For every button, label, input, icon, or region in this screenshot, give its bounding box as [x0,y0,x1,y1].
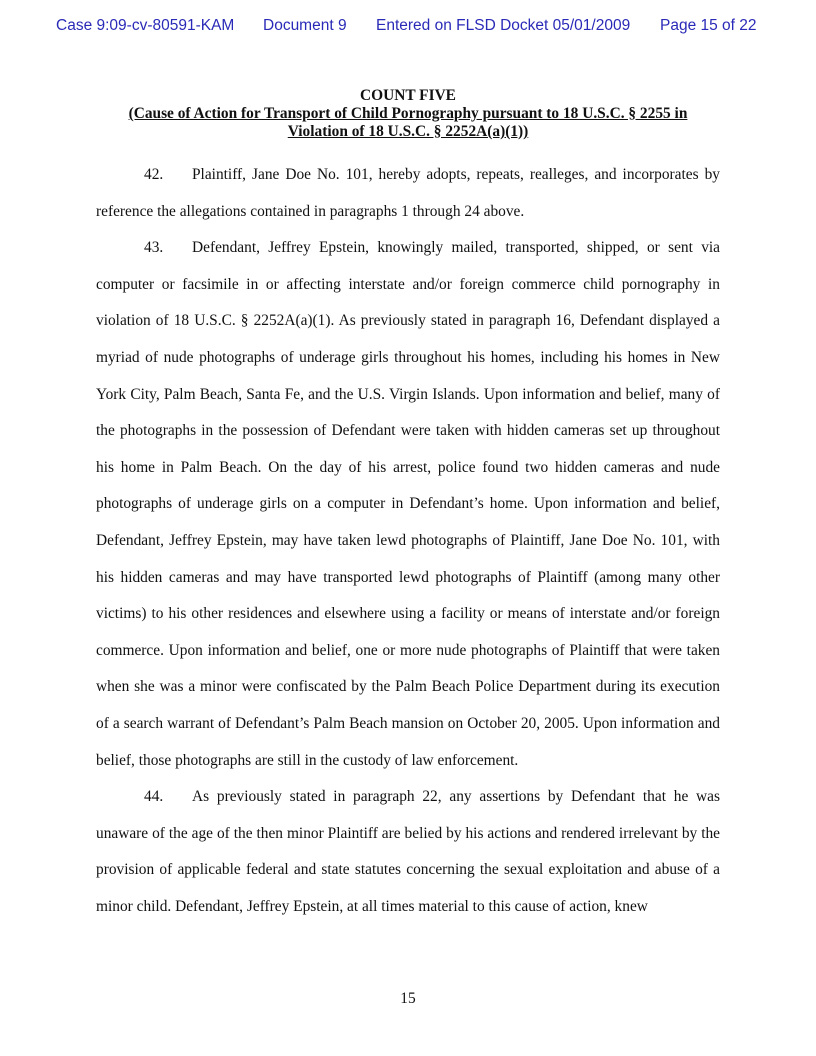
paragraph-text: Plaintiff, Jane Doe No. 101, hereby adopts, repeats, realleges, and incorporates by reference the allegations contained in paragraphs 1 through 24 above. [96,166,720,220]
paragraph-44 [96,779,720,925]
ecf-header [56,17,766,39]
paragraph-43 [96,230,720,779]
document-number: Document 9 [263,17,347,34]
page-count: Page 15 of 22 [660,17,757,34]
count-heading [96,87,720,141]
document-body [96,87,720,925]
paragraph-42 [96,157,720,230]
paragraph-number: 44. [144,788,164,806]
count-title: COUNT FIVE [360,87,456,104]
case-number: Case 9:09-cv-80591-KAM [56,17,235,34]
docket-entry-date: Entered on FLSD Docket 05/01/2009 [376,17,631,34]
paragraph-text: As previously stated in paragraph 22, any assertions by Defendant that he was unaware of the age of the then minor Plaintiff are belied by his actions and rendered irrelevant by the provision of applicable federal and state statutes concerning the sexual exploitation and abuse of a minor child. Defendant, Jeffrey Epstein, at all times material to this cause of action, knew [96,788,720,915]
count-subtitle-line-1: (Cause of Action for Transport of Child Pornography pursuant to 18 U.S.C. § 2255 in [128,105,688,122]
count-subtitle-line-2: Violation of 18 U.S.C. § 2252A(a)(1)) [287,123,529,140]
page-number: 15 [400,990,416,1007]
paragraph-number: 43. [144,239,164,257]
paragraph-number: 42. [144,166,164,183]
paragraph-text: Defendant, Jeffrey Epstein, knowingly mailed, transported, shipped, or sent via computer or facsimile in or affecting interstate and/or foreign commerce child pornography in violation of 18 U.S.C. § 2252A(a)(1). As previously stated in paragraph 16, Defendant displayed a myriad of nude photographs of underage girls throughout his homes, including his homes in New York City, Palm Beach, Santa Fe, and the U.S. Virgin Islands. Upon information and belief, many of the photographs in the possession of Defendant were taken with hidden cameras set up throughout his home in Palm Beach. On the day of his arrest, police found two hidden cameras and nude photographs of underage girls on a computer in Defendant’s home. Upon information and belief, Defendant, Jeffrey Epstein, may have taken lewd photographs of Plaintiff, Jane Doe No. 101, with his hidden cameras and may have transported lewd photographs of Plaintiff (among many other victims) to his other residences and elsewhere using a facility or means of interstate and/or foreign commerce. Upon information and belief, one or more nude photographs of Plaintiff that were taken when she was a minor were confiscated by the Palm Beach Police Department during its execution of a search warrant of Defendant’s Palm Beach mansion on October 20, 2005. Upon information and belief, those photographs are still in the custody of law enforcement. [96,239,720,769]
